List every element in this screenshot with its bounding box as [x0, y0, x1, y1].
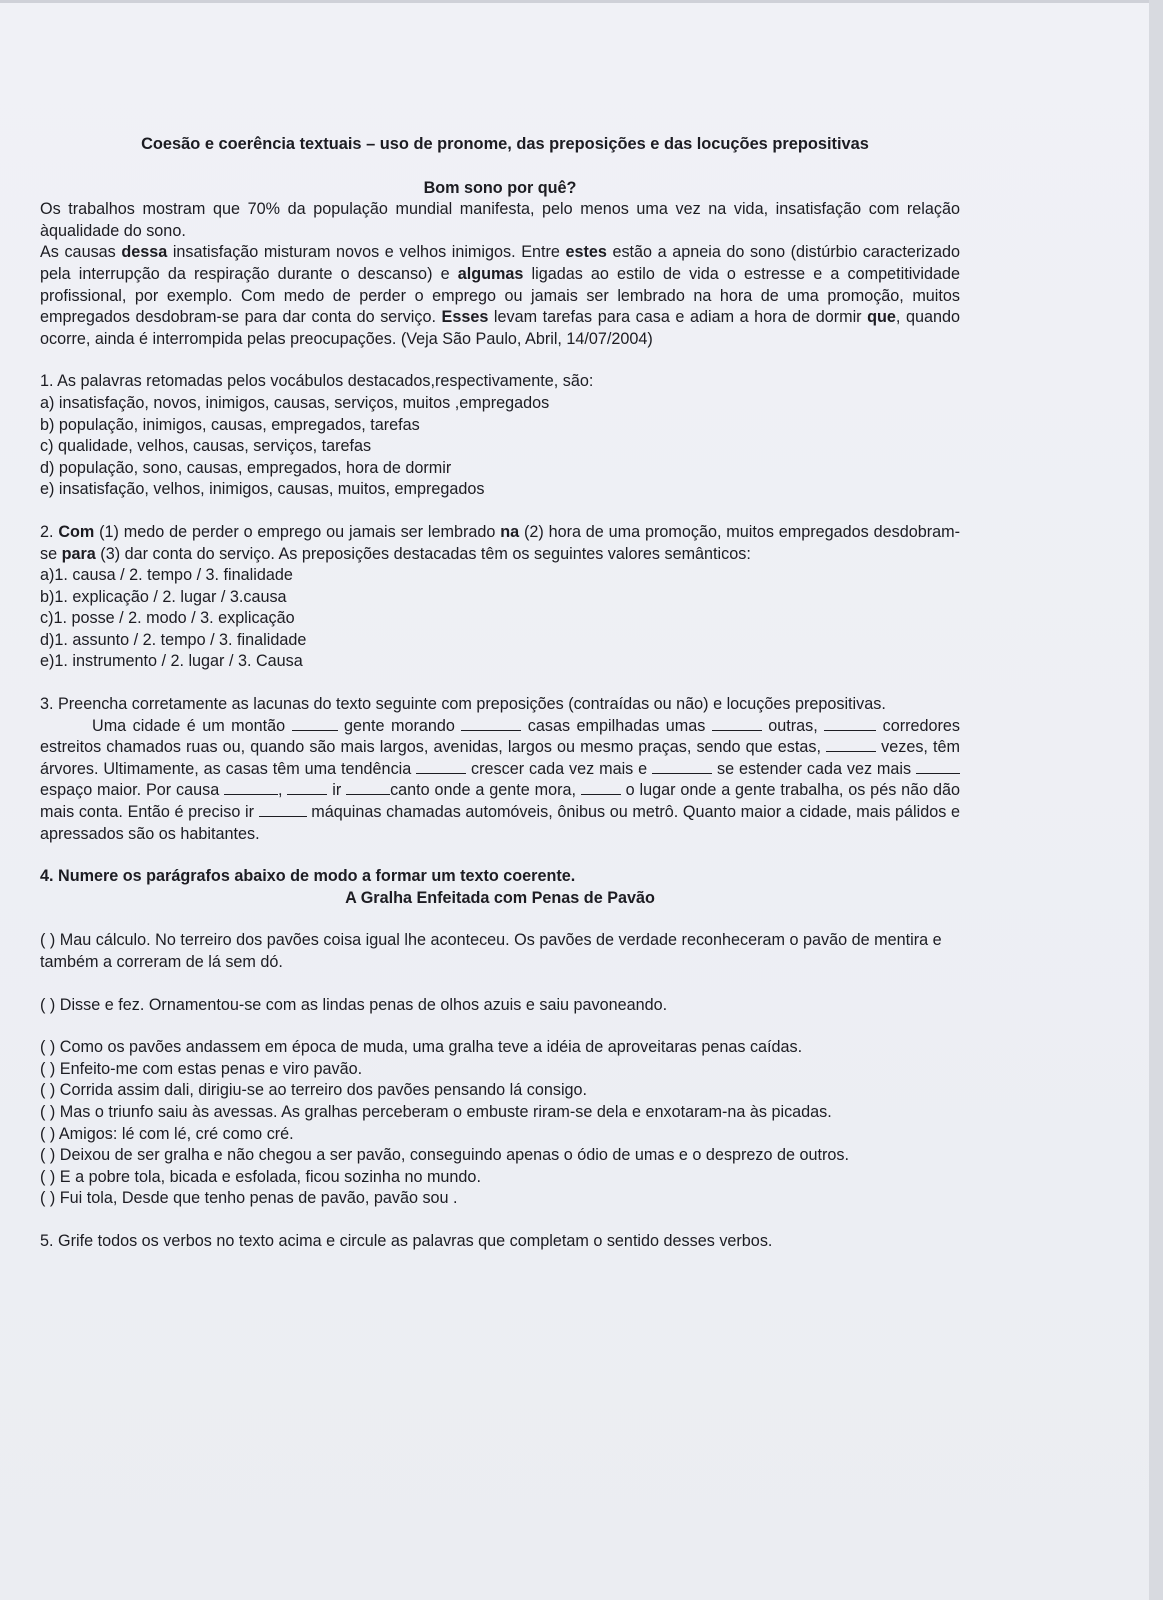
question-4-stem: 4. Numere os parágrafos abaixo de modo a formar um texto coerente. [40, 867, 576, 886]
paragraph-item: ( ) Corrida assim dali, dirigiu-se ao terreiro dos pavões pensando lá consigo. [40, 1081, 588, 1100]
blank-line[interactable] [416, 759, 466, 774]
paragraph-item: ( ) E a pobre tola, bicada e esfolada, ficou sozinha no mundo. [40, 1167, 481, 1186]
blank-line[interactable] [916, 759, 960, 774]
paragraph-item: ( ) Mas o triunfo saiu às avessas. As gralhas perceberam o embuste riram-se dela e enxotaram-na às picadas. [40, 1102, 832, 1121]
paragraph-item: ( ) Amigos: lé com lé, cré como cré. [40, 1124, 294, 1143]
question-1-option: a) insatisfação, novos, inimigos, causas, serviços, muitos ,empregados [40, 393, 550, 412]
question-2-option: d)1. assunto / 2. tempo / 3. finalidade [40, 630, 307, 649]
document-body [40, 134, 960, 1253]
blank-line[interactable] [712, 716, 762, 731]
text-title: Bom sono por quê? [423, 178, 577, 197]
question-2-option: a)1. causa / 2. tempo / 3. finalidade [40, 566, 293, 585]
question-2-option: e)1. instrumento / 2. lugar / 3. Causa [40, 652, 303, 671]
question-3-stem: 3. Preencha corretamente as lacunas do texto seguinte com preposições (contraídas ou não) e locuções prepositivas. [40, 695, 886, 714]
paragraph-item: ( ) Mau cálculo. No terreiro dos pavões coisa igual lhe aconteceu. Os pavões de verdade reconheceram o pavão de mentira e também a correram de lá sem dó. [40, 931, 942, 971]
page-title: Coesão e coerência textuais – uso de pronome, das preposições e das locuções prepositivas [141, 135, 869, 153]
paragraph-item: ( ) Disse e fez. Ornamentou-se com as lindas penas de olhos azuis e saiu pavoneando. [40, 995, 668, 1014]
blank-line[interactable] [824, 716, 876, 731]
paragraph-2: As causas dessa insatisfação misturam novos e velhos inimigos. Entre estes estão a apneia do sono (distúrbio caracterizado pela interrupção da respiração durante o descanso) e algumas ligadas ao estilo de vida o estresse e a competitividade profissional, por exemplo. Com medo de perder o emprego ou jamais ser lembrado na hora de uma promoção, muitos empregados desdobram-se para dar conta do serviço. Esses levam tarefas para casa e adiam a hora de dormir que, quando ocorre, ainda é interrompida pelas preocupações. (Veja São Paulo, Abril, 14/07/2004) [40, 243, 960, 348]
question-1-option: b) população, inimigos, causas, empregados, tarefas [40, 415, 420, 434]
blank-line[interactable] [259, 802, 307, 817]
paragraph-1: Os trabalhos mostram que 70% da população mundial manifesta, pelo menos uma vez na vida, insatisfação com relação àqualidade do sono. [40, 200, 960, 240]
blank-line[interactable] [652, 759, 712, 774]
page-top-edge [0, 0, 1163, 3]
blank-line[interactable] [826, 737, 876, 752]
question-2-stem: 2. Com (1) medo de perder o emprego ou jamais ser lembrado na (2) hora de uma promoção, muitos empregados desdobram-se para (3) dar conta do serviço. As preposições destacadas têm os seguintes valores semânticos: [40, 522, 960, 563]
question-1-option: c) qualidade, velhos, causas, serviços, tarefas [40, 437, 372, 456]
question-1-option: d) população, sono, causas, empregados, hora de dormir [40, 458, 452, 477]
blank-line[interactable] [461, 716, 521, 731]
question-1-option: e) insatisfação, velhos, inimigos, causas, muitos, empregados [40, 480, 485, 499]
paragraph-item: ( ) Enfeito-me com estas penas e viro pavão. [40, 1059, 363, 1078]
question-2-option: c)1. posse / 2. modo / 3. explicação [40, 609, 295, 628]
question-5-stem: 5. Grife todos os verbos no texto acima e circule as palavras que completam o sentido desses verbos. [40, 1231, 773, 1250]
paragraph-item: ( ) Como os pavões andassem em época de muda, uma gralha teve a idéia de aproveitaras penas caídas. [40, 1038, 803, 1057]
blank-line[interactable] [292, 716, 338, 731]
blank-line[interactable] [346, 780, 390, 795]
question-2-option: b)1. explicação / 2. lugar / 3.causa [40, 587, 287, 606]
question-1-stem: 1. As palavras retomadas pelos vocábulos destacados,respectivamente, são: [40, 372, 594, 391]
blank-line[interactable] [224, 780, 278, 795]
blank-line[interactable] [287, 780, 327, 795]
paragraph-item: ( ) Fui tola, Desde que tenho penas de pavão, pavão sou . [40, 1189, 458, 1208]
blank-line[interactable] [581, 780, 621, 795]
page-right-edge [1149, 0, 1163, 1600]
question-3-cloze-text: Uma cidade é um montão gente morando casas empilhadas umas outras, corredores estreitos chamados ruas ou, quando são mais largos, avenidas, largos ou mesmo praças, sendo que estas, vezes, têm árvores. Ultimamente, as casas têm uma tendência crescer cada vez mais e se estender cada vez mais espaço maior. Por causa , ir canto onde a gente mora, o lugar onde a gente trabalha, os pés não dão mais conta. Então é preciso ir máquinas chamadas automóveis, ônibus ou metrô. Quanto maior a cidade, mais pálidos e apressados são os habitantes. [40, 716, 961, 843]
paragraph-item: ( ) Deixou de ser gralha e não chegou a ser pavão, conseguindo apenas o ódio de umas e o desprezo de outros. [40, 1146, 850, 1165]
question-4-title: A Gralha Enfeitada com Penas de Pavão [345, 888, 655, 907]
